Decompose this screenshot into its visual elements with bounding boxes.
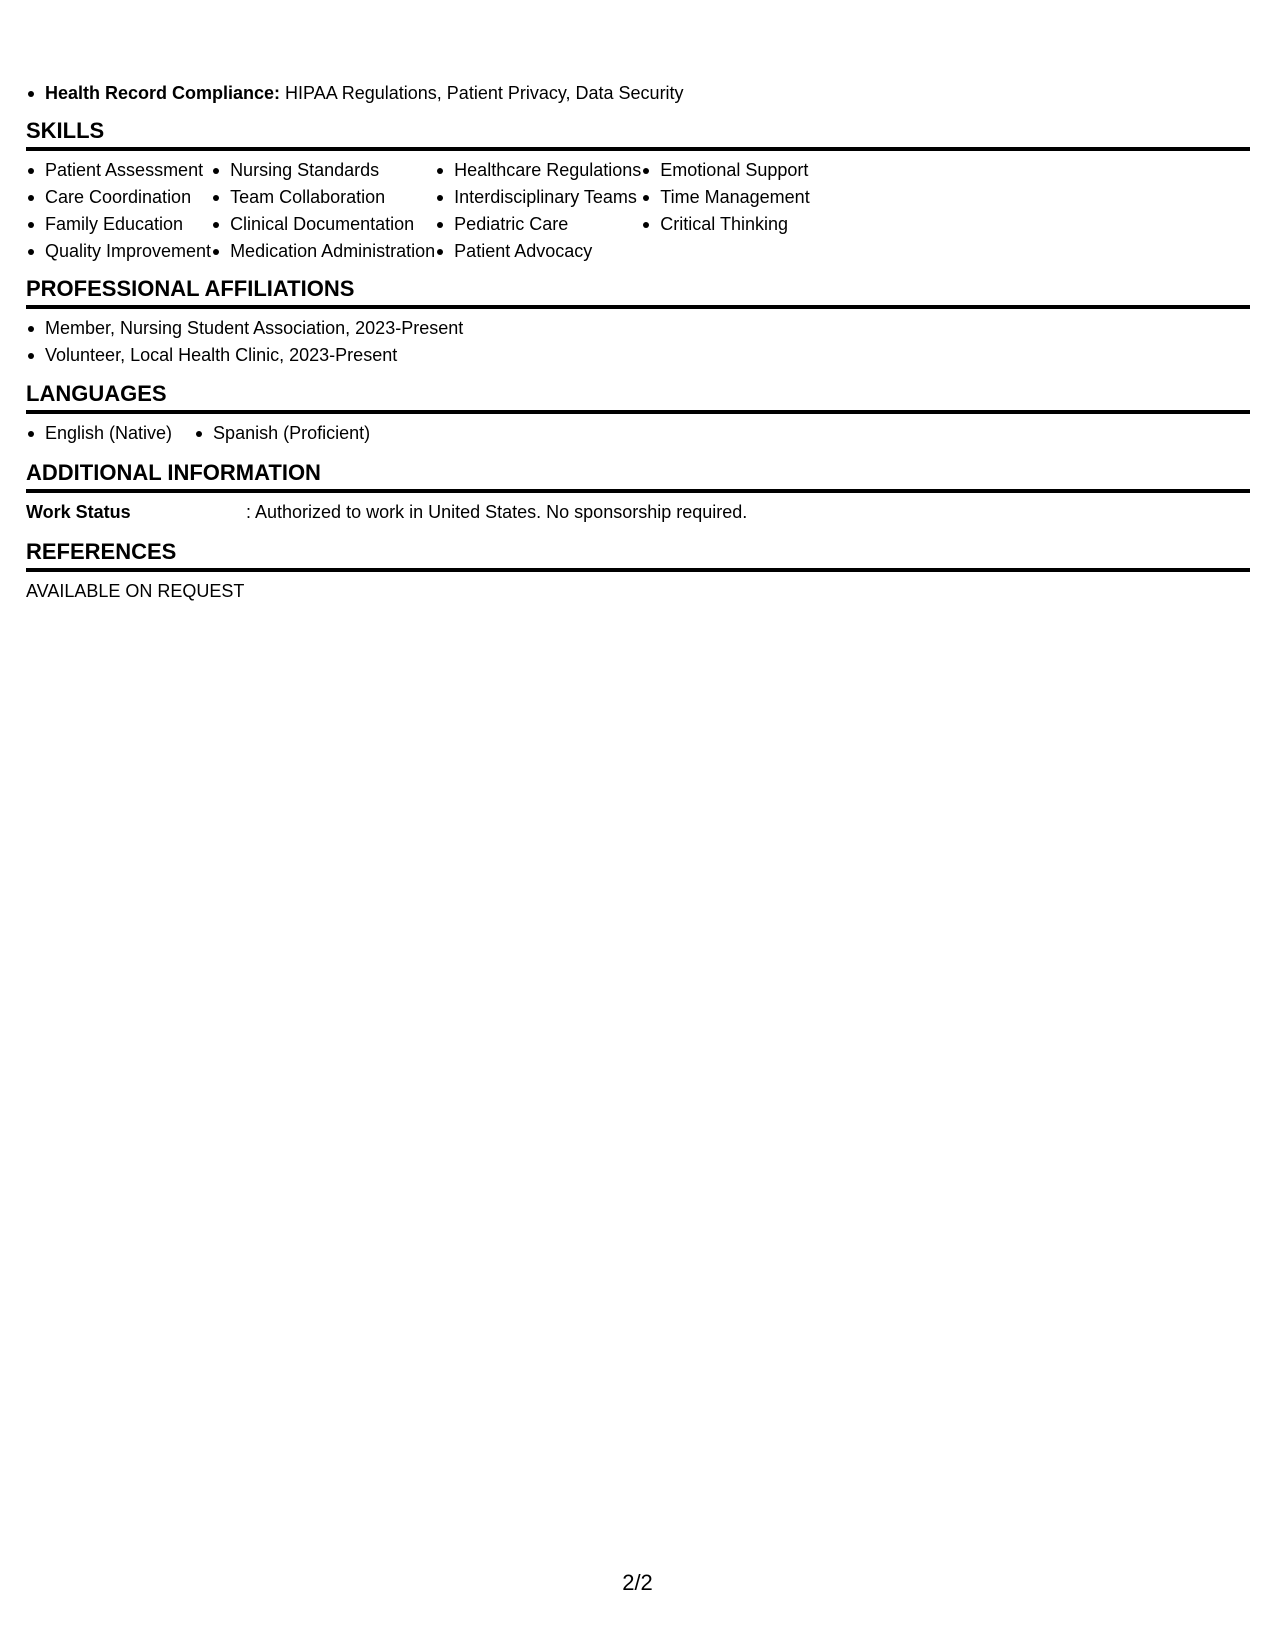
skill-item: Quality Improvement: [26, 238, 211, 265]
references-heading: REFERENCES: [26, 538, 1250, 572]
skill-item: Team Collaboration: [211, 184, 435, 211]
work-status-value: : Authorized to work in United States. No sponsorship required.: [246, 502, 748, 522]
skill-item: Emotional Support: [641, 157, 809, 184]
skill-item: Interdisciplinary Teams: [435, 184, 641, 211]
languages-section: [26, 380, 1250, 447]
skill-item: Critical Thinking: [641, 211, 809, 238]
work-status-row: [26, 499, 1250, 526]
skill-item: Nursing Standards: [211, 157, 435, 184]
skills-column-4: [641, 157, 809, 265]
skill-item: Pediatric Care: [435, 211, 641, 238]
skill-item: Care Coordination: [26, 184, 211, 211]
skill-item: Patient Assessment: [26, 157, 211, 184]
affiliation-item: Member, Nursing Student Association, 2023-Present: [26, 315, 1250, 342]
list-item: [26, 80, 684, 107]
skills-section: [26, 117, 1250, 265]
skills-column-3: [435, 157, 641, 265]
languages-list: [26, 420, 1250, 447]
skill-item: Family Education: [26, 211, 211, 238]
skills-grid: [26, 157, 1250, 265]
compliance-label: Health Record Compliance:: [45, 83, 281, 103]
skill-item: Time Management: [641, 184, 809, 211]
compliance-text: HIPAA Regulations, Patient Privacy, Data Security: [280, 83, 684, 103]
additional-info-heading: ADDITIONAL INFORMATION: [26, 459, 1250, 493]
skills-column-2: [211, 157, 435, 265]
languages-heading: LANGUAGES: [26, 380, 1250, 414]
skill-item: Healthcare Regulations: [435, 157, 641, 184]
language-item: Spanish (Proficient): [194, 420, 370, 447]
skills-column-1: [26, 157, 211, 265]
skills-heading: SKILLS: [26, 117, 1250, 151]
affiliations-heading: PROFESSIONAL AFFILIATIONS: [26, 275, 1250, 309]
affiliations-list: [26, 315, 1250, 369]
skill-item: Medication Administration: [211, 238, 435, 265]
skill-item: Patient Advocacy: [435, 238, 641, 265]
page-number: 2/2: [622, 1570, 653, 1595]
work-status-label: Work Status: [26, 502, 131, 522]
compliance-bullet: [26, 80, 684, 107]
skill-item: Clinical Documentation: [211, 211, 435, 238]
references-section: [26, 538, 1250, 605]
affiliations-section: [26, 275, 1250, 369]
additional-info-section: [26, 459, 1250, 526]
language-item: English (Native): [26, 420, 172, 447]
references-text: AVAILABLE ON REQUEST: [26, 581, 245, 601]
affiliation-item: Volunteer, Local Health Clinic, 2023-Present: [26, 342, 1250, 369]
